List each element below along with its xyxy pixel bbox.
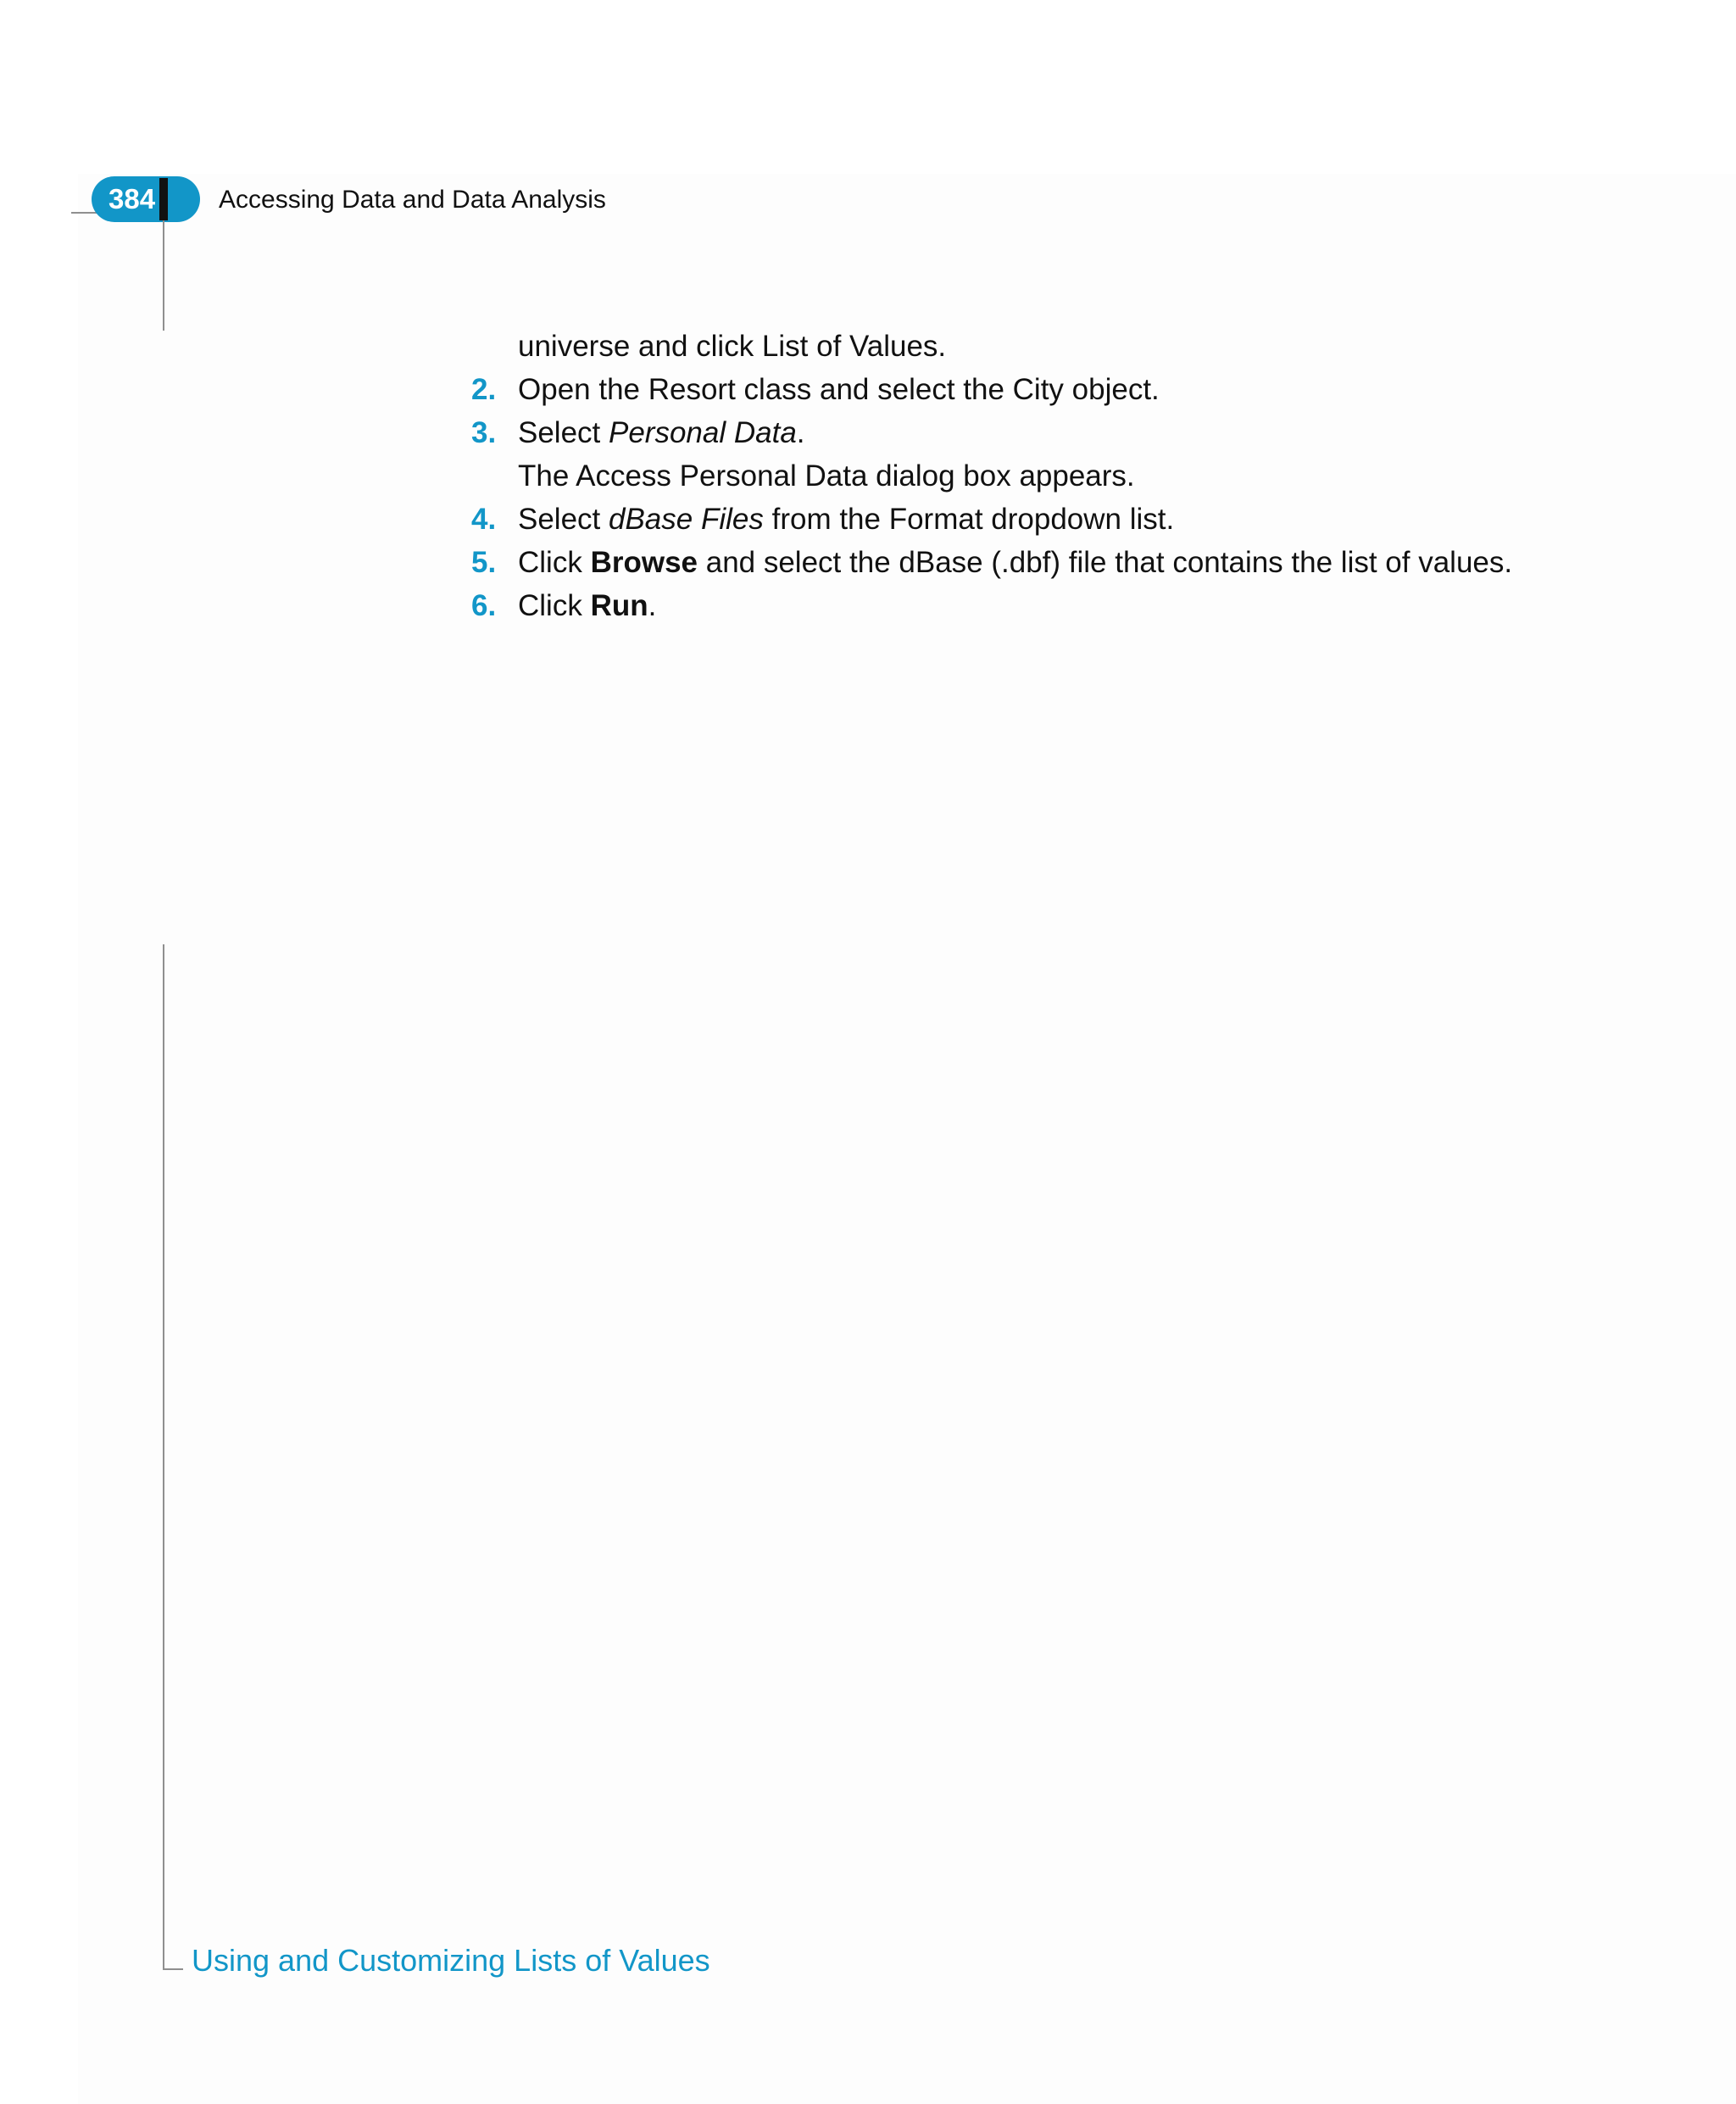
step-text: Open the Resort class and select the City object.: [518, 373, 1160, 406]
running-head: Accessing Data and Data Analysis: [219, 186, 606, 214]
step-number: 6.: [471, 589, 497, 622]
step-text-suffix: and select the dBase (.dbf) file that contains the list of values.: [698, 546, 1513, 579]
step-text-suffix: .: [796, 416, 805, 449]
footer-section-title: Using and Customizing Lists of Values: [192, 1943, 710, 1978]
step-number: 5.: [471, 546, 497, 579]
step-text-italic: dBase Files: [609, 503, 764, 536]
step-2: [471, 368, 1573, 411]
step-3-note: [471, 454, 1573, 498]
step-5: [471, 541, 1573, 584]
step-number: 4.: [471, 503, 497, 536]
step-number: 2.: [471, 373, 497, 406]
step-text-bold: Browse: [590, 546, 698, 579]
step-6: [471, 584, 1573, 627]
left-margin-rule-bottom: [163, 944, 164, 1968]
instruction-list: [471, 325, 1573, 627]
page-number-marker: [159, 178, 168, 220]
left-margin-rule-top: [163, 220, 164, 331]
continuation-text: universe and click List of Values.: [518, 330, 947, 363]
step-4: [471, 498, 1573, 541]
step-text-suffix: .: [648, 589, 657, 622]
step-text-bold: Run: [590, 589, 648, 622]
header-rule: [71, 212, 97, 214]
left-margin-rule-foot: [163, 1968, 183, 1970]
step-3: [471, 411, 1573, 454]
page-number: 384: [108, 183, 156, 214]
step-text-prefix: Select: [518, 416, 609, 449]
step-text-suffix: from the Format dropdown list.: [763, 503, 1175, 536]
step-note-text: The Access Personal Data dialog box appears.: [518, 459, 1135, 493]
continuation-line: [471, 325, 1573, 368]
step-text-prefix: Click: [518, 546, 591, 579]
step-text-prefix: Click: [518, 589, 591, 622]
step-text-prefix: Select: [518, 503, 609, 536]
step-text-italic: Personal Data: [609, 416, 797, 449]
step-number: 3.: [471, 416, 497, 449]
